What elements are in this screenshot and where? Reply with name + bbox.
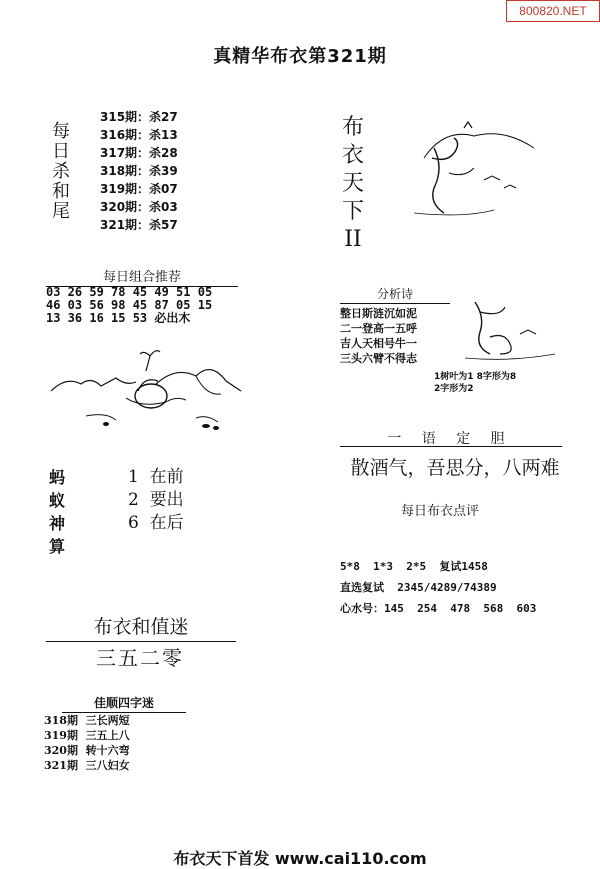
poem-title: 分析诗 [340,285,450,304]
poem-line: 三头六臂不得志 [340,352,417,365]
picks-row: 直选复试 2345/4289/74389 [340,581,497,594]
review-title: 每日布衣点评 [400,504,479,519]
riddle-title: 佳顺四字迷 [62,694,186,713]
picks-list [340,556,536,619]
kill-tail-row: 316期：杀13 [100,128,178,142]
crane-sketch-illustration [404,118,544,222]
footer-text: 布衣天下首发 www.cai110.com [173,849,427,868]
riddle-row: 318期 三长两短 [44,714,130,727]
kill-tail-row: 318期：杀39 [100,164,178,178]
one-word-title: 一 语 定 胆 [387,431,513,447]
site-badge[interactable]: 800820.NET [506,0,600,22]
one-word-text: 散酒气，吾思分，八两难 [350,457,560,479]
kill-tail-label: 每日杀和尾 [52,121,70,222]
analysis-poem [340,285,450,366]
combo-rows [46,286,212,325]
combo-row: 46 03 56 98 45 87 05 15 [46,298,213,312]
poem-line: 吉人天相号牛一 [340,337,417,350]
poem-note: 2字形为2 [434,384,474,394]
kill-tail-row: 321期：杀57 [100,218,178,232]
poem-note: 1树叶为1 8字形为8 [434,372,517,382]
kill-tail-list [100,108,178,234]
combo-row: 03 26 59 78 45 49 51 05 [46,285,213,299]
right-vertical-title: 布衣天下II [341,115,364,252]
riddle-row: 321期 三八妇女 [44,759,130,772]
poem-line: 整日斯涟沉如泥 [340,307,417,320]
poem-notes [434,369,516,393]
figure-sketch-illustration [460,292,560,362]
kill-tail-row: 317期：杀28 [100,146,178,160]
ant-calc-list [128,466,184,535]
kill-tail-row: 315期：杀27 [100,110,178,124]
page-title: 真精华布衣第321期 [213,46,387,67]
divider [340,446,562,447]
value-riddle-title: 布衣和值迷 [46,612,236,642]
riddle-list [44,713,130,773]
combo-title: 每日组合推荐 [46,266,238,287]
ant-calc-item: 6 在后 [128,513,184,533]
kill-tail-row: 319期：杀07 [100,182,178,196]
kill-tail-row: 320期：杀03 [100,200,178,214]
landscape-sketch-illustration [46,336,246,436]
ant-calc-item: 2 要出 [128,490,184,510]
combo-row: 13 36 16 15 53 必出木 [46,311,191,325]
ant-calc-label: 蚂蚁神算 [49,468,66,556]
riddle-row: 320期 转十六弯 [44,744,130,757]
picks-row: 心水号：145 254 478 568 603 [340,602,537,615]
riddle-row: 319期 三五上八 [44,729,130,742]
ant-calc-item: 1 在前 [128,467,184,487]
value-riddle-answer: 三五二零 [96,646,184,670]
picks-row: 5*8 1*3 2*5 复试1458 [340,560,488,573]
poem-line: 二一登高一五呼 [340,322,417,335]
